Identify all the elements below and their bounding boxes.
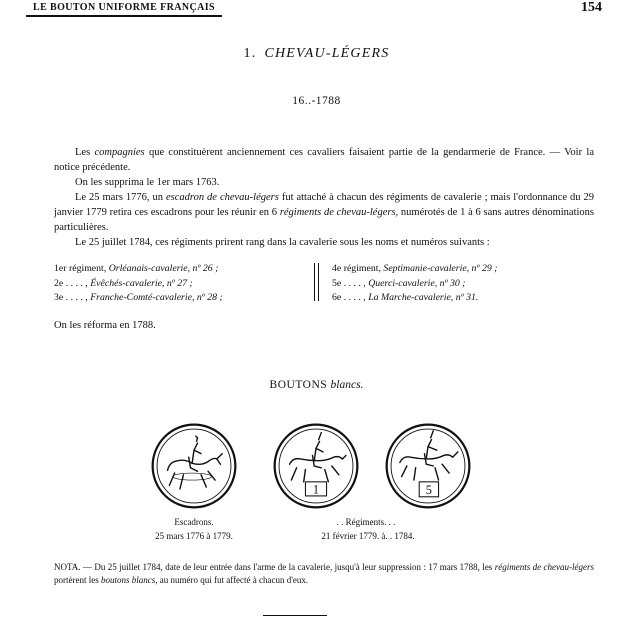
running-title: LE BOUTON UNIFORME FRANÇAIS (33, 2, 216, 13)
paragraph-2: On les supprima le 1er mars 1763. (75, 177, 220, 188)
paragraph-1: Les compagnies que constituèrent anciennement ces cavaliers faisaient partie de la gendarmerie de France. — Voir la notice précédente. (54, 147, 594, 173)
regiment-entry: 4e régiment, Septimanie-cavalerie, nº 29 ; (332, 263, 498, 274)
button-engraving-regiment-1 (272, 422, 360, 510)
button-numeral: 1 (312, 482, 320, 497)
regiment-entry: 3e . . . . , Franche-Comté-cavalerie, nº 28 ; (54, 292, 223, 303)
caption-regiments: . . Régiments. . . (336, 517, 396, 527)
paragraph-3: Le 25 mars 1776, un escadron de chevau-légers fut attaché à chacun des régiments de cavalerie ; mais l'ordonnance du 29 janvier 1779 retira ces escadrons pour les réunir en 6 régiments de chevau-légers, numérotés de 1 à 6 sans autres dénominations particulières. (54, 192, 595, 233)
button-engraving-regiment-5 (384, 422, 472, 510)
nota-footnote: NOTA. — Du 25 juillet 1784, date de leur entrée dans l'arme de la cavalerie, jusqu'à leur suppression : 17 mars 1788, les régiments de chevau-légers portèrent les boutons blancs, au numéro qui fut affecté à chacun d'eux. (54, 562, 594, 585)
caption-escadrons: Escadrons. (174, 517, 214, 527)
button-numeral: 5 (425, 483, 432, 498)
regiment-list-left (54, 262, 309, 306)
page-number: 154 (581, 0, 602, 15)
section-name: CHEVAU-LÉGERS (264, 46, 390, 61)
page-header (26, 0, 616, 20)
emphasis: compagnies (94, 147, 145, 158)
bottom-rule (263, 615, 327, 616)
caption-regiments-dates: 21 février 1779. à. . 1784. (321, 531, 415, 541)
column-divider (314, 263, 319, 301)
section-dates: 16..-1788 (292, 95, 341, 107)
section-number: 1. (243, 46, 257, 61)
button-engraving-escadrons (150, 422, 238, 510)
boutons-heading: BOUTONS blancs. (269, 379, 364, 391)
regiment-entry: 5e . . . . , Querci-cavalerie, nº 30 ; (332, 277, 466, 289)
paragraph-5: On les réforma en 1788. (54, 320, 156, 331)
emphasis: escadron de chevau-légers (165, 192, 279, 203)
header-rule (26, 15, 222, 17)
section-title (0, 46, 633, 62)
caption-escadrons-dates: 25 mars 1776 à 1779. (155, 531, 233, 541)
regiment-entry: 2e . . . . , Évêchés-cavalerie, nº 27 ; (54, 277, 193, 289)
regiment-list-right (332, 262, 602, 306)
regiment-entry: 1er régiment, Orléanais-cavalerie, nº 26 ; (54, 263, 219, 274)
paragraph-4: Le 25 juillet 1784, ces régiments prirent rang dans la cavalerie sous les noms et numéros suivants : (75, 237, 490, 248)
emphasis: régiments de chevau-légers, (279, 207, 399, 218)
regiment-entry: 6e . . . . , La Marche-cavalerie, nº 31. (332, 292, 479, 303)
